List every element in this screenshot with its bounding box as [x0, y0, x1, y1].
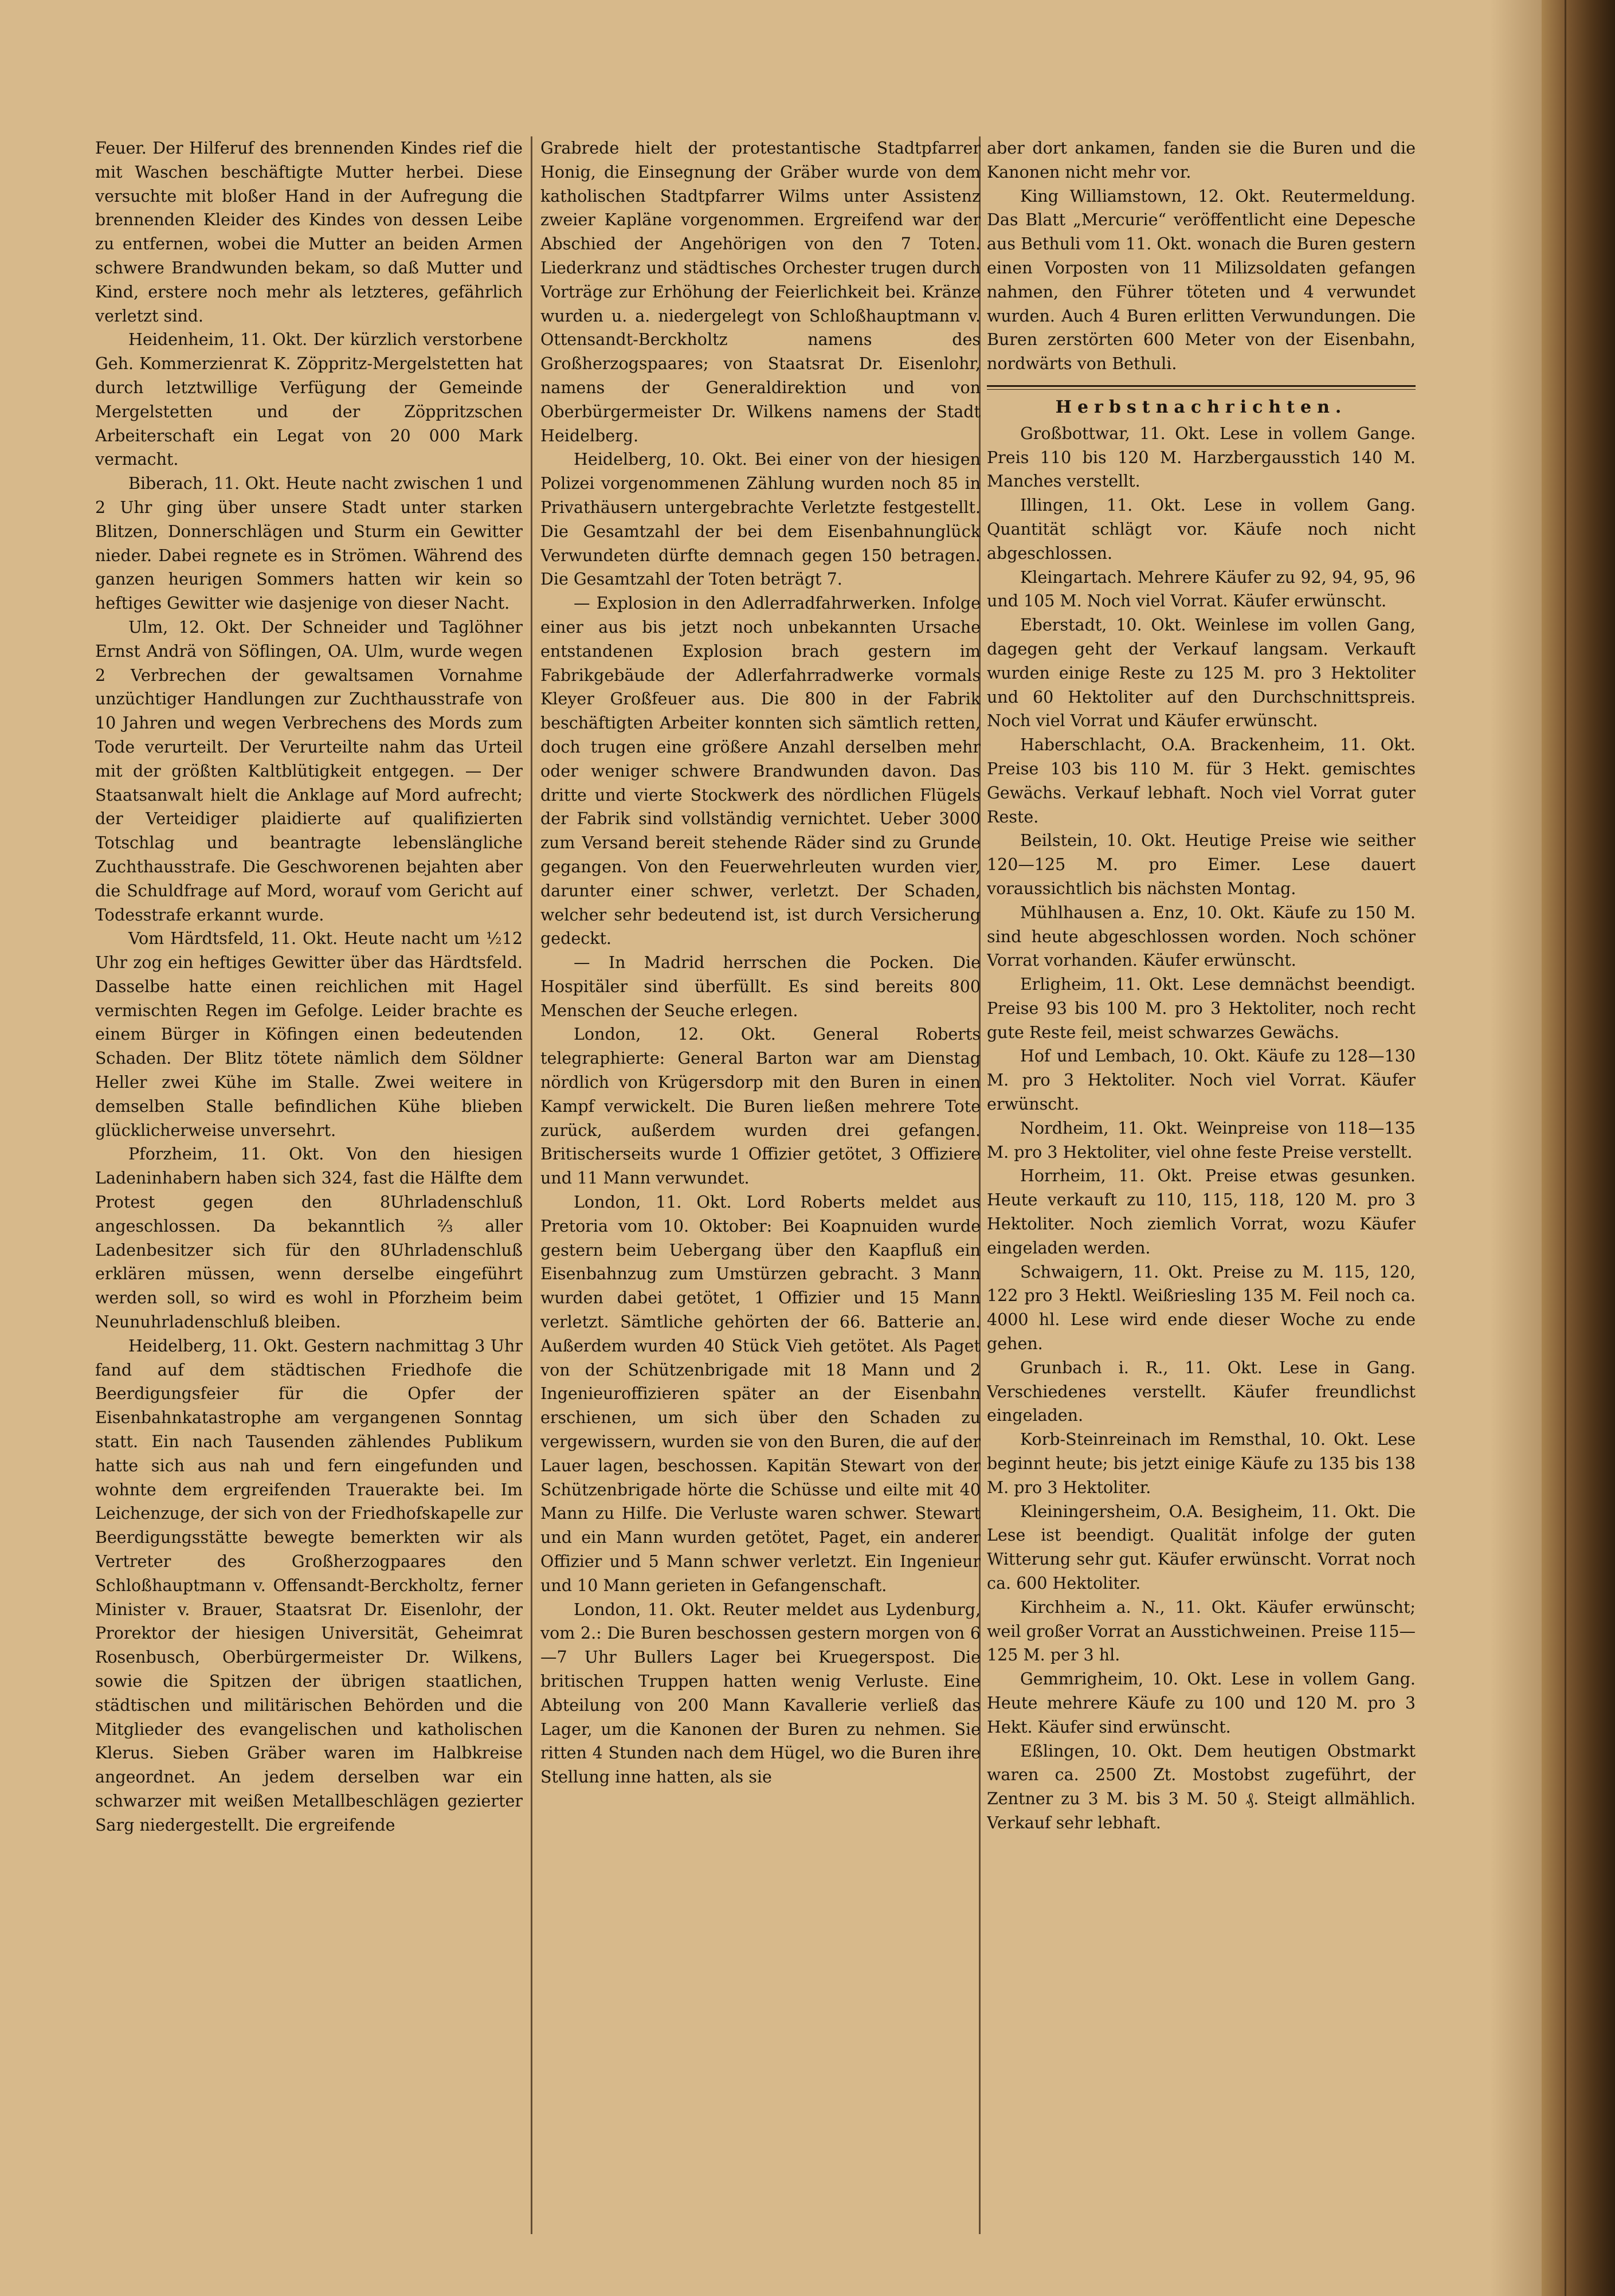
wine-report: Illingen, 11. Okt. Lese in vollem Gang. Quantität schlägt vor. Käufe noch nicht abgeschlossen. — [987, 496, 1416, 563]
article-paragraph: — In Madrid herrschen die Pocken. Die Hospitäler sind überfüllt. Es sind bereits 800 Menschen der Seuche erlegen. — [540, 953, 981, 1020]
article-paragraph: Feuer. Der Hilferuf des brennenden Kindes rief die mit Waschen beschäftigte Mutter herbei. Diese versuchte mit bloßer Hand in der Aufregung die brennenden Kleider des Kindes von dessen Leibe zu entfernen, wobei die Mutter an beiden Armen schwere Brandwunden bekam, so daß Mutter und Kind, erstere noch mehr als letzteres, gefährlich verletzt sind. — [95, 139, 523, 326]
wine-report: Mühlhausen a. Enz, 10. Okt. Käufe zu 150 M. sind heute abgeschlossen worden. Noch schöner Vorrat vorhanden. Käufer erwünscht. — [987, 903, 1416, 970]
wine-report: Kleiningersheim, O.A. Besigheim, 11. Okt. Die Lese ist beendigt. Qualität infolge der guten Witterung sehr gut. Käufer erwünscht. Vorrat noch ca. 600 Hektoliter. — [987, 1502, 1416, 1593]
article-paragraph: Biberach, 11. Okt. Heute nacht zwischen 1 und 2 Uhr ging über unsere Stadt unter starken Blitzen, Donnerschlägen und Sturm ein Gewitter nieder. Dabei regnete es in Strömen. Während des ganzen heurigen Sommers hatten wir kein so heftiges Gewitter wie dasjenige von dieser Nacht. — [95, 474, 523, 613]
article-paragraph: aber dort ankamen, fanden sie die Buren und die Kanonen nicht mehr vor. — [987, 139, 1416, 182]
section-rule — [987, 385, 1416, 390]
section-heading: Herbstnachrichten. — [1055, 397, 1347, 417]
article-paragraph: Heidelberg, 11. Okt. Gestern nachmittag 3 Uhr fand auf dem städtischen Friedhofe die Beerdigungsfeier für die Opfer der Eisenbahnkatastrophe am vergangenen Sonntag statt. Ein nach Tausenden zählendes Publikum hatte sich aus nah und fern eingefunden und wohnte dem ergreifenden Trauerakte bei. Im Leichenzuge, der sich von der Friedhofskapelle zur Beerdigungsstätte bewegte bemerkten wir als Vertreter des Großherzogpaares den Schloßhauptmann v. Offensandt-Berckholtz, ferner Minister v. Brauer, Staatsrat Dr. Eisenlohr, der Prorektor der hiesigen Universität, Geheimrat Rosenbusch, Oberbürgermeister Dr. Wilkens, sowie die Spitzen der übrigen staatlichen, städtischen und militärischen Behörden und die Mitglieder des evangelischen und katholischen Klerus. Sieben Gräber waren im Halbkreise angeordnet. An jedem derselben war ein schwarzer mit weißen Metallbeschlägen gezierter Sarg niedergestellt. Die ergreifende — [95, 1336, 523, 1835]
column-divider-1 — [531, 136, 532, 2234]
wine-report: Beilstein, 10. Okt. Heutige Preise wie seither 120—125 M. pro Eimer. Lese dauert voraussichtlich bis nächsten Montag. — [987, 831, 1416, 898]
wine-report: Haberschlacht, O.A. Brackenheim, 11. Okt. Preise 103 bis 110 M. für 3 Hekt. gemischtes Gewächs. Verkauf lebhaft. Noch viel Vorrat guter Reste. — [987, 735, 1416, 826]
column-1 — [95, 136, 523, 2274]
article-paragraph: — Explosion in den Adlerradfahrwerken. Infolge einer aus bis jetzt noch unbekannten Ursache entstandenen Explosion brach gestern im Fabrikgebäude der Adlerfahrradwerke vormals Kleyer Großfeuer aus. Die 800 in der Fabrik beschäftigten Arbeiter konnten sich sämtlich retten, doch trugen eine größere Anzahl derselben mehr oder weniger schwere Brandwunden davon. Das dritte und vierte Stockwerk des nördlichen Flügels der Fabrik sind vollständig vernichtet. Ueber 3000 zum Versand bereit stehende Räder sind zu Grunde gegangen. Von den Feuerwehrleuten wurden vier, darunter einer schwer, verletzt. Der Schaden, welcher sehr bedeutend ist, ist durch Versicherung gedeckt. — [540, 594, 981, 949]
wine-report: Großbottwar, 11. Okt. Lese in vollem Gange. Preis 110 bis 120 M. Harzbergausstich 140 M. Manches verstellt. — [987, 424, 1416, 491]
wine-report: Gemmrigheim, 10. Okt. Lese in vollem Gang. Heute mehrere Käufe zu 100 und 120 M. pro 3 Hekt. Käufer sind erwünscht. — [987, 1670, 1416, 1737]
wine-report: Horrheim, 11. Okt. Preise etwas gesunken. Heute verkauft zu 110, 115, 118, 120 M. pro 3 Hektoliter. Noch ziemlich Vorrat, wozu Käufer eingeladen werden. — [987, 1166, 1416, 1257]
wine-report: Eßlingen, 10. Okt. Dem heutigen Obstmarkt waren ca. 2500 Zt. Mostobst zugeführt, der Zentner zu 3 M. bis 3 M. 50 ₰. Steigt allmählich. Verkauf sehr lebhaft. — [987, 1741, 1416, 1832]
column-2 — [540, 136, 981, 2274]
wine-report: Grunbach i. R., 11. Okt. Lese in Gang. Verschiedenes verstellt. Käufer freundlichst eingeladen. — [987, 1358, 1416, 1425]
wine-report: Nordheim, 11. Okt. Weinpreise von 118—135 M. pro 3 Hektoliter, viel ohne feste Preise verstellt. — [987, 1118, 1416, 1162]
wine-report: Hof und Lembach, 10. Okt. Käufe zu 128—130 M. pro 3 Hektoliter. Noch viel Vorrat. Käufer erwünscht. — [987, 1047, 1416, 1114]
article-paragraph: Heidenheim, 11. Okt. Der kürzlich verstorbene Geh. Kommerzienrat K. Zöppritz-Mergelstetten hat durch letztwillige Verfügung der Gemeinde Mergelstetten und der Zöppritzschen Arbeiterschaft ein Legat von 20 000 Mark vermacht. — [95, 330, 523, 469]
article-paragraph: London, 12. Okt. General Roberts telegraphierte: General Barton war am Dienstag nördlich von Krügersdorp mit den Buren in einen Kampf verwickelt. Die Buren ließen mehrere Tote zurück, außerdem wurden drei gefangen. Britischerseits wurde 1 Offizier getötet, 3 Offiziere und 11 Mann verwundet. — [540, 1025, 981, 1188]
page-edge-shadow — [1490, 0, 1542, 2296]
article-paragraph: King Williamstown, 12. Okt. Reutermeldung. Das Blatt „Mercurie“ veröffentlicht eine Depesche aus Bethuli vom 11. Okt. wonach die Buren gestern einen Vorposten von 11 Milizsoldaten gefangen nahmen, den Führer töteten und 4 verwundet wurden. Auch 4 Buren erlitten Verwundungen. Die Buren zerstörten 600 Meter von der Eisenbahn, nordwärts von Bethuli. — [987, 186, 1416, 374]
article-paragraph: Heidelberg, 10. Okt. Bei einer von der hiesigen Polizei vorgenommenen Zählung wurden noch 85 in Privathäusern untergebrachte Verletzte festgestellt. Die Gesamtzahl der bei dem Eisenbahnunglück Verwundeten dürfte demnach gegen 150 betragen. Die Gesamtzahl der Toten beträgt 7. — [540, 450, 981, 589]
wine-report: Eberstadt, 10. Okt. Weinlese im vollen Gang, dagegen geht der Verkauf langsam. Verkauft wurden einige Reste zu 125 M. pro 3 Hektoliter und 60 Hektoliter auf den Durchschnittspreis. Noch viel Vorrat und Käufer erwünscht. — [987, 616, 1416, 731]
article-paragraph: London, 11. Okt. Lord Roberts meldet aus Pretoria vom 10. Oktober: Bei Koapnuiden wurde gestern beim Uebergang über den Kaapfluß ein Eisenbahnzug zum Umstürzen gebracht. 3 Mann wurden dabei getötet, 1 Offizier und 15 Mann verletzt. Sämtliche gehörten der 66. Batterie an. Außerdem wurden 40 Stück Vieh getötet. Als Paget von der Schützenbrigade mit 18 Mann und 2 Ingenieuroffizieren später an der Eisenbahn erschienen, um sich über den Schaden zu vergewissern, wurden sie von den Buren, die auf der Lauer lagen, beschossen. Kapitän Stewart von der Schützenbrigade hörte die Schüsse und eilte mit 40 Mann zu Hilfe. Die Verluste waren schwer. Stewart und ein Mann wurden getötet, Paget, ein anderer Offizier und 5 Mann schwer verletzt. Ein Ingenieur und 10 Mann gerieten in Gefangenschaft. — [540, 1193, 981, 1595]
wine-report: Schwaigern, 11. Okt. Preise zu M. 115, 120, 122 pro 3 Hektl. Weißriesling 135 M. Feil noch ca. 4000 hl. Lese wird ende dieser Woche zu ende gehen. — [987, 1262, 1416, 1354]
article-paragraph: London, 11. Okt. Reuter meldet aus Lydenburg, vom 2.: Die Buren beschossen gestern morgen von 6—7 Uhr Bullers Lager bei Kruegerspost. Die britischen Truppen hatten wenig Verluste. Eine Abteilung von 200 Mann Kavallerie verließ das Lager, um die Kanonen der Buren zu nehmen. Sie ritten 4 Stunden nach dem Hügel, wo die Buren ihre Stellung inne hatten, als sie — [540, 1600, 981, 1787]
column-3 — [987, 136, 1416, 2274]
wine-report: Kleingartach. Mehrere Käufer zu 92, 94, 95, 96 und 105 M. Noch viel Vorrat. Käufer erwünscht. — [987, 567, 1416, 611]
article-paragraph: Vom Härdtsfeld, 11. Okt. Heute nacht um ½12 Uhr zog ein heftiges Gewitter über das Härdtsfeld. Dasselbe hatte einen reichlichen mit Hagel vermischten Regen im Gefolge. Leider brachte es einem Bürger in Köfingen einen bedeutenden Schaden. Der Blitz tötete nämlich dem Söldner Heller zwei Kühe im Stalle. Zwei weitere in demselben Stalle befindlichen Kühe blieben glücklicherweise unversehrt. — [95, 929, 523, 1140]
wine-report: Kirchheim a. N., 11. Okt. Käufer erwünscht; weil großer Vorrat an Ausstichweinen. Preise 115—125 M. per 3 hl. — [987, 1597, 1416, 1665]
wine-report: Erligheim, 11. Okt. Lese demnächst beendigt. Preise 93 bis 100 M. pro 3 Hektoliter, noch recht gute Reste feil, meist schwarzes Gewächs. — [987, 975, 1416, 1042]
article-paragraph: Ulm, 12. Okt. Der Schneider und Taglöhner Ernst Andrä von Söflingen, OA. Ulm, wurde wegen 2 Verbrechen der gewaltsamen Vornahme unzüchtiger Handlungen zur Zuchthausstrafe von 10 Jahren und wegen Verbrechens des Mords zum Tode verurteilt. Der Verurteilte nahm das Urteil mit der größten Kaltblütigkeit entgegen. — Der Staatsanwalt hielt die Anklage auf Mord aufrecht; der Verteidiger plaidierte auf qualifizierten Totschlag und beantragte lebenslängliche Zuchthausstrafe. Die Geschworenen bejahten aber die Schuldfrage auf Mord, worauf vom Gericht auf Todesstrafe erkannt wurde. — [95, 617, 523, 924]
wine-report: Korb-Steinreinach im Remsthal, 10. Okt. Lese beginnt heute; bis jetzt einige Käufe zu 135 bis 138 M. pro 3 Hektoliter. — [987, 1430, 1416, 1497]
article-paragraph: Pforzheim, 11. Okt. Von den hiesigen Ladeninhabern haben sich 324, fast die Hälfte dem Protest gegen den 8Uhrladenschluß angeschlossen. Da bekanntlich ⅔ aller Ladenbesitzer sich für den 8Uhrladenschluß erklären müssen, wenn derselbe eingeführt werden soll, so wird es wohl in Pforzheim beim Neunuhrladenschluß bleiben. — [95, 1145, 523, 1332]
article-paragraph: Grabrede hielt der protestantische Stadtpfarrer Honig, die Einsegnung der Gräber wurde von dem katholischen Stadtpfarrer Wilms unter Assistenz zweier Kapläne vorgenommen. Ergreifend war der Abschied der Angehörigen von den 7 Toten. Liederkranz und städtisches Orchester trugen durch Vorträge zur Erhöhung der Feierlichkeit bei. Kränze wurden u. a. niedergelegt von Schloßhauptmann v. Ottensandt-Berckholtz namens des Großherzogspaares; von Staatsrat Dr. Eisenlohr, namens der Generaldirektion und von Oberbürgermeister Dr. Wilkens namens der Stadt Heidelberg. — [540, 139, 981, 445]
book-binding — [1542, 0, 1615, 2296]
